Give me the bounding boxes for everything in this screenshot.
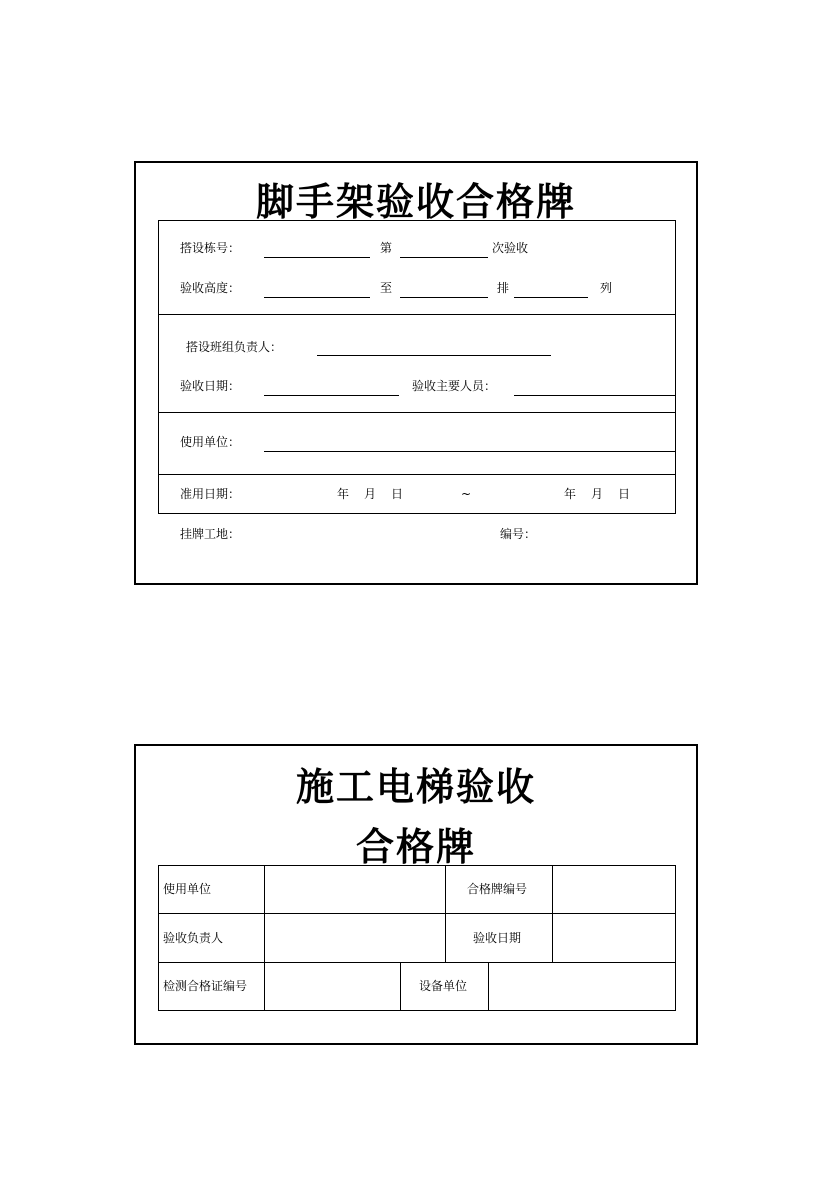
elevator-title-line2: 合格牌 [355,825,476,869]
divider [158,314,676,315]
to-label: 至 [380,281,393,295]
acc-staff-label: 验收主要人员： [412,379,497,393]
acc-person-cell: 验收负责人 [163,931,224,945]
di-label: 第 [380,241,393,255]
elevator-title-line1: 施工电梯验收 [295,765,536,809]
row-label: 排 [497,281,510,295]
height-to-field[interactable] [400,297,488,298]
times-label: 次验收 [492,241,529,255]
row-col-field[interactable] [514,297,588,298]
site-label: 挂牌工地： [180,527,241,541]
use-date-label: 准用日期： [180,487,241,501]
acc-staff-field[interactable] [514,395,675,396]
acc-date-label: 验收日期： [180,379,241,393]
crew-leader-label: 搭设班组负责人： [186,340,283,354]
height-from-field[interactable] [264,297,370,298]
month-label: 月 [591,487,604,501]
build-no-field[interactable] [264,257,370,258]
acc-date-field[interactable] [264,395,399,396]
inspect-cert-cell: 检测合格证编号 [163,979,248,993]
acc-date-cell: 验收日期 [473,931,522,945]
times-field[interactable] [400,257,488,258]
serial-label: 编号： [500,527,537,541]
height-label: 验收高度： [180,281,241,295]
table-col-divider [445,865,446,963]
scaffold-form-table [158,220,676,514]
tilde-label: ~ [461,487,472,501]
table-col-divider [552,865,553,963]
divider [158,412,676,413]
crew-leader-field[interactable] [317,355,551,356]
day-label: 日 [618,487,631,501]
user-unit-field[interactable] [264,451,675,452]
table-col-divider [400,962,401,1011]
user-unit-label: 使用单位： [180,435,241,449]
divider [158,474,676,475]
day-label: 日 [391,487,404,501]
build-no-label: 搭设栋号： [180,241,241,255]
table-row-divider [158,962,676,963]
year-label: 年 [337,487,350,501]
user-unit-cell: 使用单位 [163,882,212,896]
month-label: 月 [364,487,377,501]
table-col-divider [488,962,489,1011]
equip-unit-cell: 设备单位 [419,979,468,993]
table-row-divider [158,913,676,914]
table-col-divider [264,865,265,1011]
cert-no-cell: 合格牌编号 [467,882,528,896]
year-label: 年 [564,487,577,501]
scaffold-title: 脚手架验收合格牌 [255,180,576,224]
col-label: 列 [600,281,613,295]
